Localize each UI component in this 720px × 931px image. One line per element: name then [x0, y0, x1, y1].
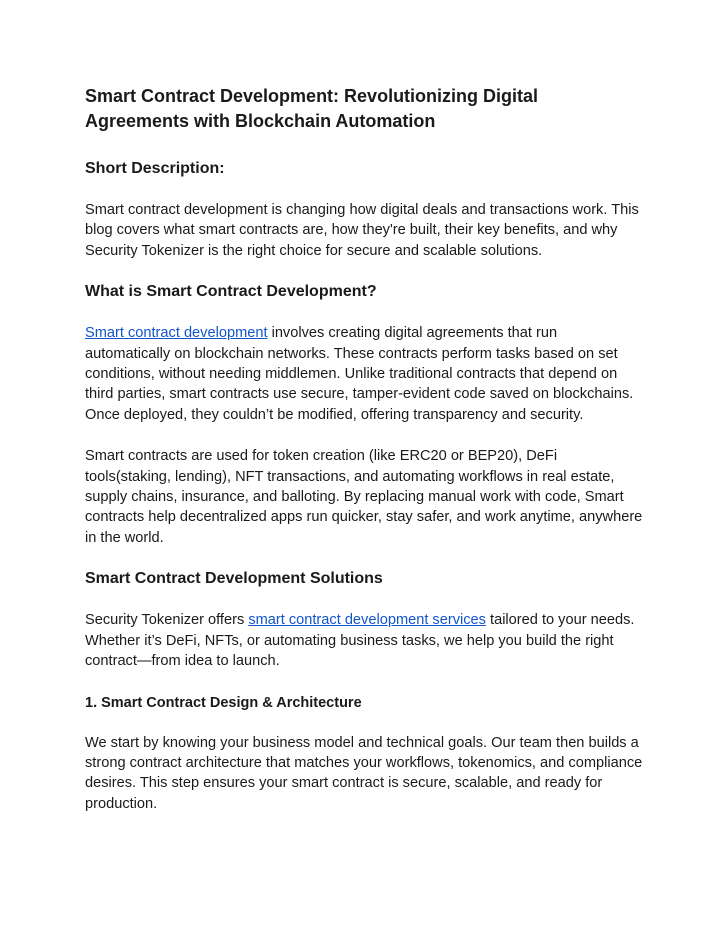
what-is-paragraph-1 [85, 323, 645, 425]
what-is-paragraph-2: Smart contracts are used for token creation (like ERC20 or BEP20), DeFi tools(staking, lending), NFT transactions, and automating workflows in real estate, supply chains, insurance, and balloting. By replacing manual work with code, Smart contracts help decentralized apps run quicker, stay safer, and work anytime, anywhere in the world. [85, 448, 643, 546]
solutions-text-after: tailored to your needs. Whether it’s DeFi, NFTs, or automating business tasks, we help you build the right contract—from idea to launch. [85, 612, 635, 670]
solutions-text-before: Security Tokenizer offers [85, 612, 249, 629]
design-paragraph: We start by knowing your business model and technical goals. Our team then builds a strong contract architecture that matches your workflows, tokenomics, and compliance desires. This step ensures your smart contract is secure, scalable, and ready for production. [85, 734, 643, 812]
smart-contract-development-link[interactable]: Smart contract development [85, 325, 268, 342]
solutions-heading: Smart Contract Development Solutions [85, 570, 383, 588]
what-is-heading: What is Smart Contract Development? [85, 283, 377, 301]
design-heading: 1. Smart Contract Design & Architecture [85, 694, 362, 711]
short-description-text: Smart contract development is changing how digital deals and transactions work. This blog covers what smart contracts are, how they're built, their key benefits, and why Security Tokenizer is the right choice for secure and scalable solutions. [85, 202, 639, 259]
smart-contract-services-link[interactable]: smart contract development services [248, 612, 486, 629]
document-body [85, 84, 645, 835]
document-title: Smart Contract Development: Revolutionizing Digital Agreements with Blockchain Automation [85, 86, 539, 131]
short-description-heading: Short Description: [85, 160, 225, 177]
what-is-paragraph-1-text: involves creating digital agreements that run automatically on blockchain networks. These contracts perform tasks based on set conditions, without needing middlemen. Unlike traditional contracts that depend on third parties, smart contracts use secure, tamper-evident code saved on blockchains. Once deployed, they couldn’t be modified, offering transparency and security. [85, 325, 634, 423]
solutions-paragraph [85, 610, 645, 671]
